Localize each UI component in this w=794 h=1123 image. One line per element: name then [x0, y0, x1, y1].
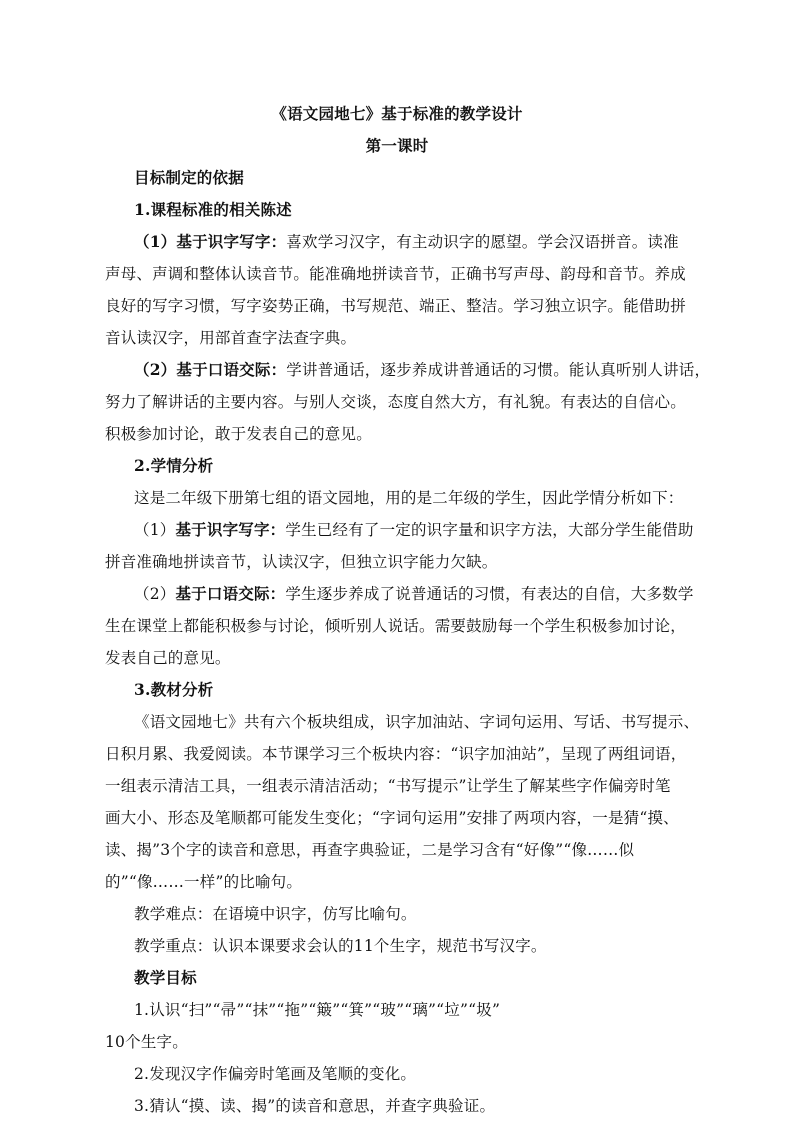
teaching-difficulty: 教学难点：在语境中识字，仿写比喻句。 — [134, 905, 417, 923]
goal-3: 3.猜认“摸、读、揭”的读音和意思，并查字典验证。 — [134, 1097, 496, 1115]
learner-paragraph-1-prefix: （1） — [134, 521, 176, 539]
curriculum-paragraph-1-text: 喜欢学习汉字，有主动识字的愿望。学会汉语拼音。读准 — [286, 233, 679, 251]
curriculum-heading: 1.课程标准的相关陈述 — [134, 200, 292, 219]
learner-paragraph-1-text: 学生已经有了一定的识字量和识字方法，大部分学生能借助 — [285, 521, 694, 539]
learner-paragraph-2-text: 学生逐步养成了说普通话的习惯，有表达的自信，大多数学 — [285, 585, 694, 603]
material-line-3: 一组表示清洁工具，一组表示清洁活动；“书写提示”让学生了解某些字作偏旁时笔 — [105, 777, 671, 795]
learner-paragraph-2-line-1 — [134, 584, 694, 604]
material-line-6: 的”“像……一样”的比喻句。 — [105, 873, 303, 891]
learner-paragraph-2-prefix: （2） — [134, 585, 176, 603]
curriculum-paragraph-2-line-1 — [134, 360, 710, 380]
goal-1-line-1: 1.认识“扫”“帚”“抹”“拖”“簸”“箕”“玻”“璃”“垃”“圾” — [134, 1001, 501, 1019]
material-line-5: 读、揭”3个字的读音和意思，再查字典验证，二是学习含有“好像”“像……似 — [105, 841, 635, 859]
curriculum-paragraph-1-line-3: 良好的写字习惯，写字姿势正确，书写规范、端正、整洁。学习独立识字。能借助拼 — [105, 297, 686, 315]
material-line-1: 《语文园地七》共有六个板块组成，识字加油站、字词句运用、写话、书写提示、 — [134, 713, 700, 731]
learner-paragraph-1-label: 基于识字写字： — [175, 520, 286, 539]
curriculum-paragraph-1-label: （1）基于识字写字： — [134, 232, 287, 251]
curriculum-paragraph-2-label: （2）基于口语交际： — [134, 360, 287, 379]
goal-2: 2.发现汉字作偏旁时笔画及笔顺的变化。 — [134, 1065, 417, 1083]
material-line-4: 画大小、形态及笔顺都可能发生变化；“字词句运用”安排了两项内容，一是猜“摸、 — [105, 809, 679, 827]
learner-paragraph-2-line-2: 生在课堂上都能积极参与讨论，倾听别人说话。需要鼓励每一个学生积极参加讨论， — [105, 617, 686, 635]
curriculum-paragraph-2-line-3: 积极参加讨论，敢于发表自己的意见。 — [105, 425, 372, 443]
material-heading: 3.教材分析 — [134, 680, 214, 699]
learner-intro: 这是二年级下册第七组的语文园地，用的是二年级的学生，因此学情分析如下： — [134, 489, 684, 507]
learner-paragraph-1-line-2: 拼音准确地拼读音节，认读汉字，但独立识字能力欠缺。 — [105, 553, 498, 571]
curriculum-paragraph-2-line-2: 努力了解讲话的主要内容。与别人交谈，态度自然大方，有礼貌。有表达的自信心。 — [105, 393, 686, 411]
document-title: 《语文园地七》基于标准的教学设计 — [271, 104, 523, 123]
basis-heading: 目标制定的依据 — [134, 168, 244, 187]
material-line-2: 日积月累、我爱阅读。本节课学习三个板块内容：“识字加油站”，呈现了两组词语， — [105, 745, 687, 763]
goal-1-line-2: 10个生字。 — [105, 1033, 188, 1051]
lesson-subtitle: 第一课时 — [365, 136, 429, 155]
curriculum-paragraph-1-line-4: 音认读汉字，用部首查字法查字典。 — [105, 329, 357, 347]
learner-heading: 2.学情分析 — [134, 456, 214, 475]
curriculum-paragraph-1-line-1 — [134, 232, 679, 252]
curriculum-paragraph-2-text: 学讲普通话，逐步养成讲普通话的习惯。能认真听别人讲话， — [286, 361, 711, 379]
teaching-focus: 教学重点：认识本课要求会认的11个生字，规范书写汉字。 — [134, 937, 547, 955]
goals-heading: 教学目标 — [134, 968, 197, 987]
curriculum-paragraph-1-line-2: 声母、声调和整体认读音节。能准确地拼读音节，正确书写声母、韵母和音节。养成 — [105, 265, 686, 283]
learner-paragraph-1-line-1 — [134, 520, 694, 540]
learner-paragraph-2-label: 基于口语交际： — [175, 584, 286, 603]
learner-paragraph-2-line-3: 发表自己的意见。 — [105, 649, 231, 667]
